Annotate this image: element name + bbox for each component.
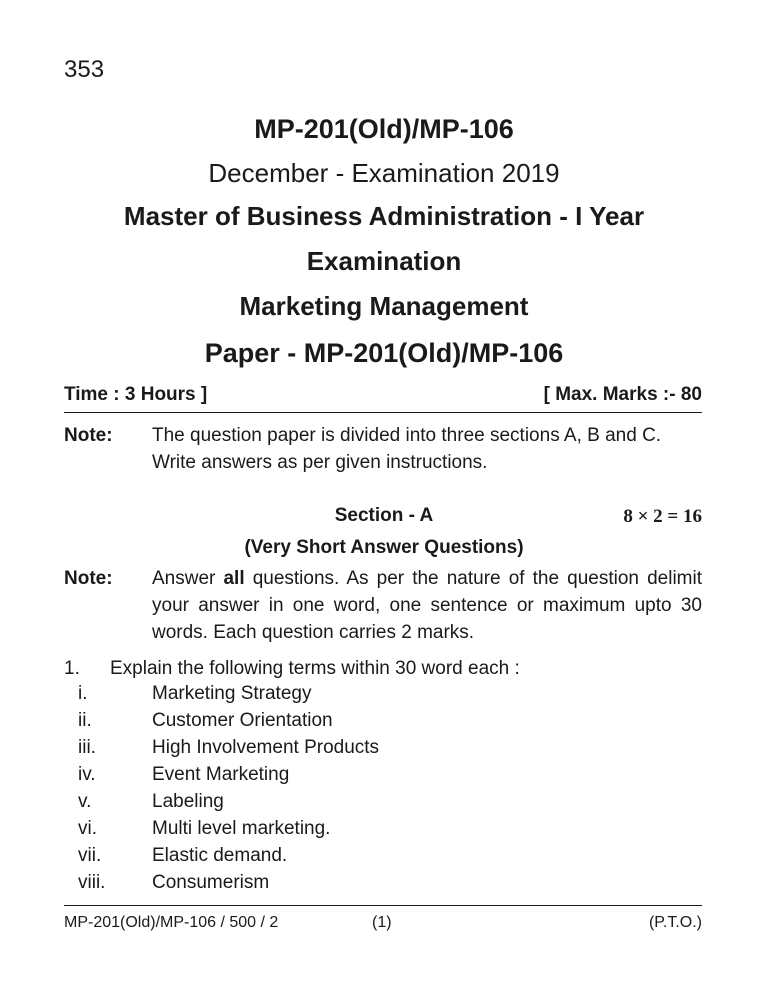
subject-title: Marketing Management [239,291,529,321]
list-item: i. Marketing Strategy [78,683,312,704]
footer-divider [64,905,702,906]
section-title: Section - A [334,505,434,526]
section-note-text: Answer all questions. As per the nature of the question delimit your answer in one word, one sentence or maximum upto 30 words. Each question carries 2 marks. [152,568,702,643]
footer-code: MP-201(Old)/MP-106 / 500 / 2 [64,914,279,931]
list-item: ii. Customer Orientation [78,710,333,731]
section-subtitle: (Very Short Answer Questions) [244,537,524,558]
page-number: (1) [372,914,392,931]
emphasis-all: all [223,568,245,589]
question-text: Explain the following terms within 30 word each : [110,658,520,679]
paper-title: Paper - MP-201(Old)/MP-106 [204,338,564,368]
examination-heading: Examination [306,246,462,276]
time-allowed: Time : 3 Hours ] [64,384,208,405]
question-number: 1. [64,658,80,679]
section-note-label: Note: [64,568,113,589]
list-item: iv. Event Marketing [78,764,290,785]
exam-session: December - Examination 2019 [208,158,560,188]
list-item: v. Labeling [78,791,224,812]
note-label: Note: [64,425,113,446]
section-marks: 8 × 2 = 16 [623,506,702,527]
page-code: 353 [64,56,105,83]
program-title: Master of Business Administration - I Year [123,201,645,231]
paper-code-title: MP-201(Old)/MP-106 [254,114,514,144]
time-marks-row [64,384,702,406]
terms-list [78,680,379,896]
pto-label: (P.T.O.) [648,914,702,931]
note-text: The question paper is divided into three sections A, B and C. Write answers as per given instructions. [152,425,662,473]
list-item: viii. Consumerism [78,872,270,893]
max-marks: [ Max. Marks :- 80 [543,384,702,405]
list-item: vi. Multi level marketing. [78,818,331,839]
list-item: vii. Elastic demand. [78,845,288,866]
list-item: iii. High Involvement Products [78,737,380,758]
header-divider [64,412,702,413]
